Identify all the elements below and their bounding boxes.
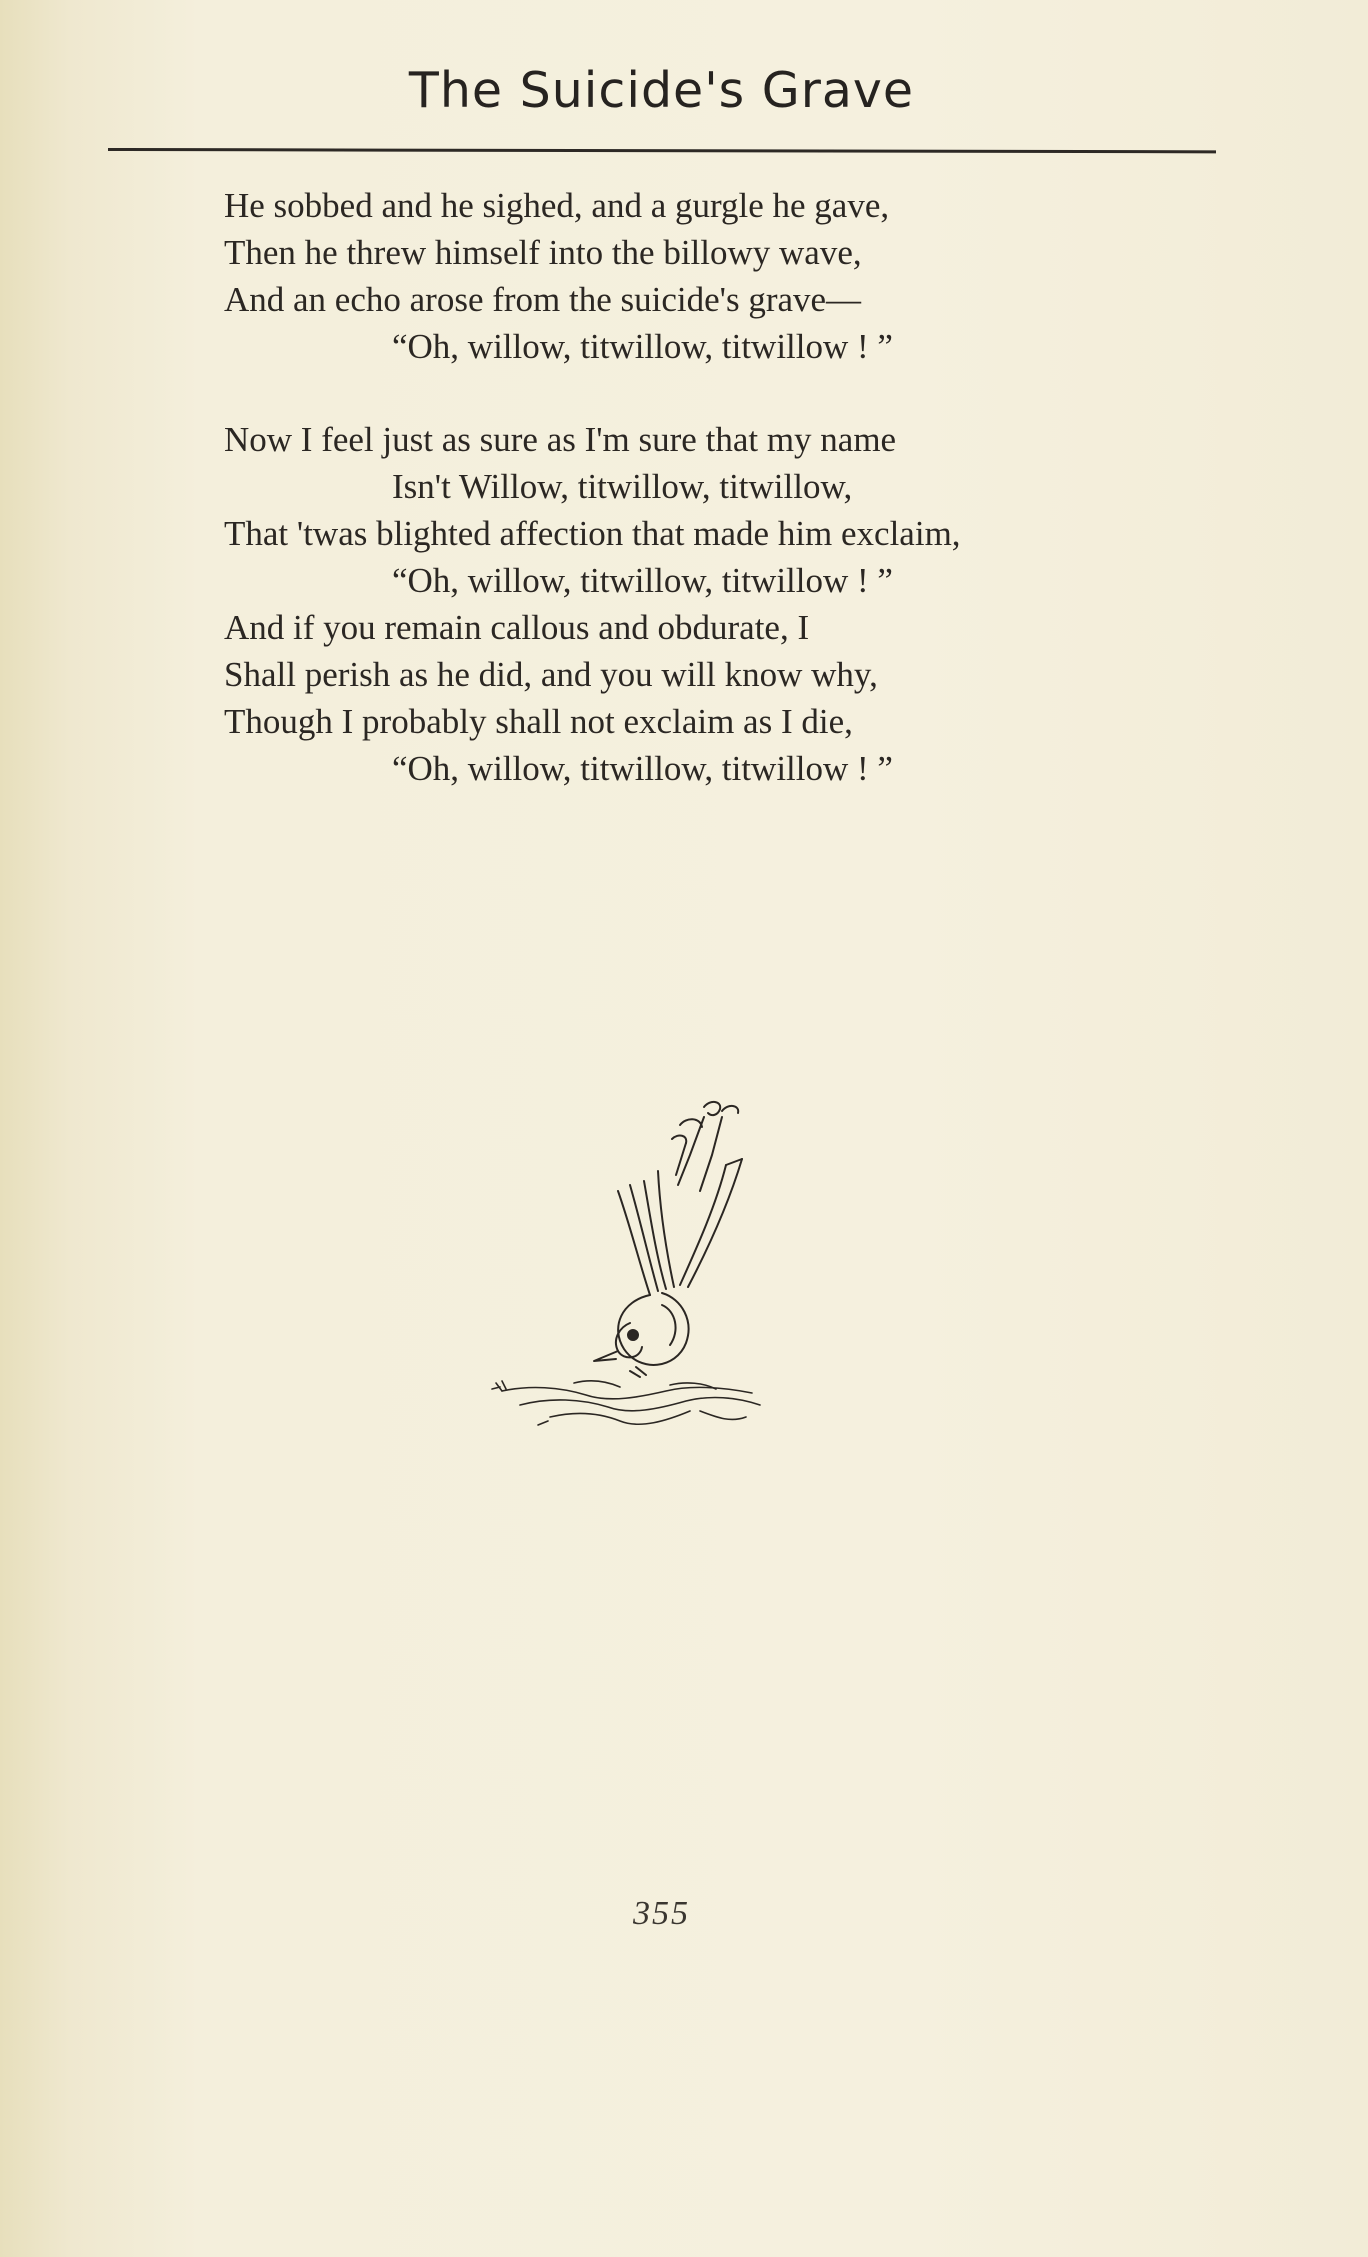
poem-refrain: “Oh, willow, titwillow, titwillow ! ” xyxy=(392,327,893,366)
poem-line: And an echo arose from the suicide's grave— xyxy=(224,280,862,319)
poem-line: Shall perish as he did, and you will know why, xyxy=(224,655,878,694)
diving-bird-illustration xyxy=(490,1095,810,1435)
poem-refrain: “Oh, willow, titwillow, titwillow ! ” xyxy=(392,749,893,788)
poem-line: Now I feel just as sure as I'm sure that my name xyxy=(224,420,897,459)
poem-line: Though I probably shall not exclaim as I die, xyxy=(224,702,853,741)
poem-line: And if you remain callous and obdurate, I xyxy=(224,608,810,647)
poem-line: That 'twas blighted affection that made him exclaim, xyxy=(224,514,961,553)
poem-line: Then he threw himself into the billowy wave, xyxy=(224,233,862,272)
stanza-2 xyxy=(224,416,1324,792)
running-head: The Suicide's Grave xyxy=(408,62,915,119)
poem-line: He sobbed and he sighed, and a gurgle he gave, xyxy=(224,186,890,225)
poem-refrain: “Oh, willow, titwillow, titwillow ! ” xyxy=(392,561,893,600)
poem-line: Isn't Willow, titwillow, titwillow, xyxy=(392,467,853,506)
poem xyxy=(224,182,1324,838)
head-rule xyxy=(108,148,1216,153)
stanza-1 xyxy=(224,182,1324,370)
page-number: 355 xyxy=(633,1895,690,1932)
